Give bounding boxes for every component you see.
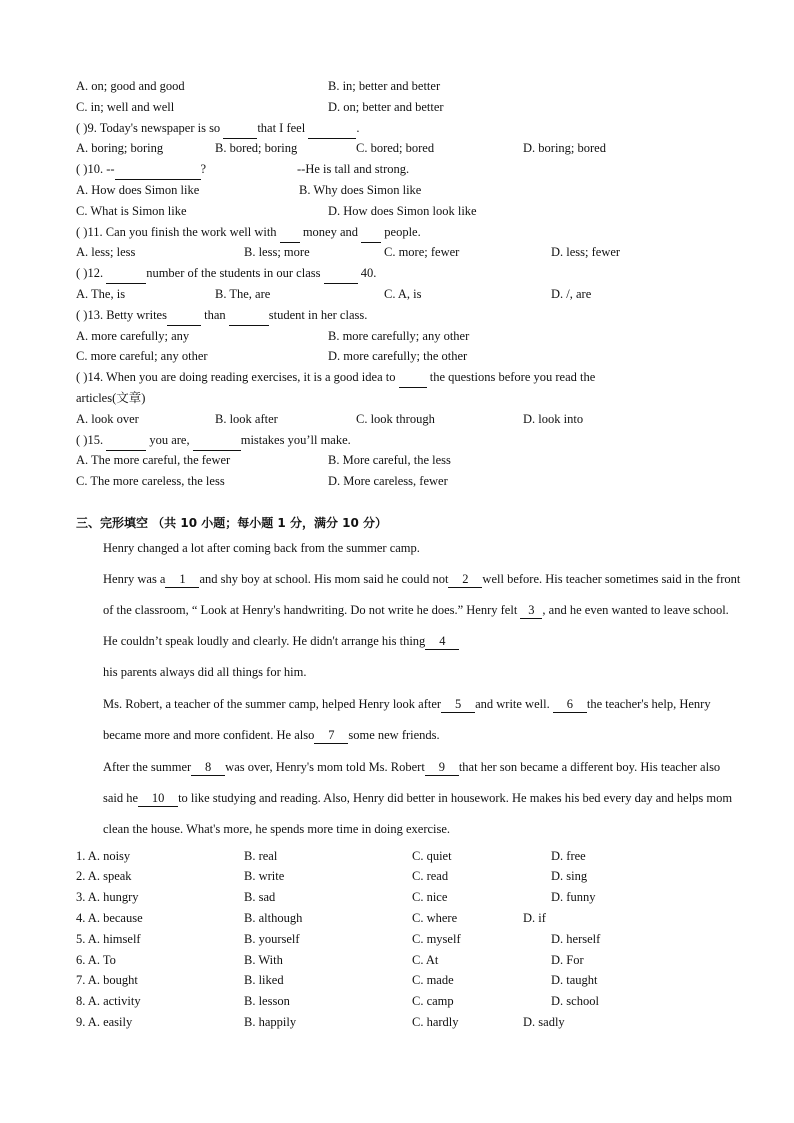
cloze-blank: 6: [553, 696, 587, 713]
cloze-blank: 4: [425, 633, 459, 650]
cloze-options-7: 7. A. bought B. liked C. made D. taught: [76, 973, 598, 987]
cloze-options-1: 1. A. noisy B. real C. quiet D. free: [76, 849, 586, 863]
answer-blank: [399, 367, 427, 388]
q15-options-row-2: C. The more careless, the less D. More careless, fewer: [76, 474, 448, 488]
q13-options-row-1: A. more carefully; any B. more carefully; any other: [76, 329, 470, 343]
cloze-blank: 8: [191, 759, 225, 776]
cloze-options-6: 6. A. To B. With C. At D. For: [76, 953, 584, 967]
cloze-options-2: 2. A. speak B. write C. read D. sing: [76, 869, 588, 883]
option-a: A. on; good and good: [76, 79, 185, 93]
answer-blank: [193, 430, 241, 451]
question-14: ( )14. When you are doing reading exercises, it is a good idea to the questions before you read the: [76, 367, 726, 387]
cloze-blank: 9: [425, 759, 459, 776]
cloze-options-4: 4. A. because B. although C. where D. if: [76, 911, 546, 925]
question-14-cont: articles(文章): [76, 391, 146, 405]
question-9: ( )9. Today's newspaper is so that I feel .: [76, 118, 726, 138]
cloze-options-5: 5. A. himself B. yourself C. myself D. herself: [76, 932, 601, 946]
passage-paragraph-2: Henry was a 1 and shy boy at school. His mom said he could not 2 well before. His teacher sometimes said in the front of the classroom, “ Look at Henry's handwriting. Do not write he does.” Henry felt 3 , and he even wanted to leave school. He couldn’t speak loudly and clearly. He didn't arrange his thing 4 his parents always did all things for him.: [103, 572, 741, 679]
option-b: B. in; better and better: [328, 79, 441, 93]
cloze-blank: 5: [441, 696, 475, 713]
cloze-blank: 3: [520, 602, 542, 619]
q8-options-row-1: [76, 76, 726, 96]
cloze-blank: 1: [165, 571, 199, 588]
q13-options-row-2: C. more careful; any other D. more carefully; the other: [76, 349, 468, 363]
answer-blank: [115, 159, 201, 180]
answer-blank: [361, 222, 381, 243]
answer-blank: [280, 222, 300, 243]
passage-paragraph-1: Henry changed a lot after coming back from the summer camp.: [103, 541, 420, 555]
cloze-options-8: 8. A. activity B. lesson C. camp D. school: [76, 994, 599, 1008]
answer-blank: [223, 118, 257, 139]
question-13: ( )13. Betty writes than student in her class.: [76, 305, 726, 325]
q12-options: A. The, is B. The, are C. A, is D. /, are: [76, 287, 592, 301]
cloze-blank: 7: [314, 727, 348, 744]
passage-paragraph-4: After the summer 8 was over, Henry's mom told Ms. Robert 9 that her son became a different boy. His teacher also said he 10 to like studying and reading. Also, Henry did better in housework. He makes his bed every day and helps mom clean the house. What's more, he spends more time in doing exercise.: [103, 760, 733, 836]
cloze-blank: 2: [448, 571, 482, 588]
answer-blank: [324, 263, 358, 284]
cloze-blank: 10: [138, 790, 178, 807]
option-c: C. in; well and well: [76, 100, 175, 114]
question-15: ( )15. you are, mistakes you’ll make.: [76, 430, 726, 450]
answer-blank: [167, 305, 201, 326]
answer-blank: [308, 118, 356, 139]
answer-blank: [106, 430, 146, 451]
q10-options-row-1: A. How does Simon like B. Why does Simon like: [76, 183, 422, 197]
q11-options: A. less; less B. less; more C. more; fewer D. less; fewer: [76, 245, 621, 259]
q14-options: A. look over B. look after C. look through D. look into: [76, 412, 584, 426]
answer-blank: [106, 263, 146, 284]
q9-options: A. boring; boring B. bored; boring C. bored; bored D. boring; bored: [76, 141, 606, 155]
answer-blank: [229, 305, 269, 326]
question-12: ( )12. number of the students in our class 40.: [76, 263, 726, 283]
cloze-options-9: 9. A. easily B. happily C. hardly D. sadly: [76, 1015, 565, 1029]
cloze-options-3: 3. A. hungry B. sad C. nice D. funny: [76, 890, 596, 904]
section-heading-cloze: 三、完形填空 （共 10 小题；每小题 1 分，满分 10 分）: [76, 516, 387, 530]
question-10: ( )10. -- ? --He is tall and strong.: [76, 159, 726, 179]
passage-paragraph-3: Ms. Robert, a teacher of the summer camp, helped Henry look after 5 and write well. 6 the teacher's help, Henry became more and more confident. He also 7 some new friends.: [103, 697, 711, 742]
option-d: D. on; better and better: [328, 100, 444, 114]
q10-options-row-2: C. What is Simon like D. How does Simon look like: [76, 204, 477, 218]
q15-options-row-1: A. The more careful, the fewer B. More careful, the less: [76, 453, 451, 467]
q8-options-row-2: [76, 97, 726, 117]
question-11: ( )11. Can you finish the work well with money and people.: [76, 222, 726, 242]
